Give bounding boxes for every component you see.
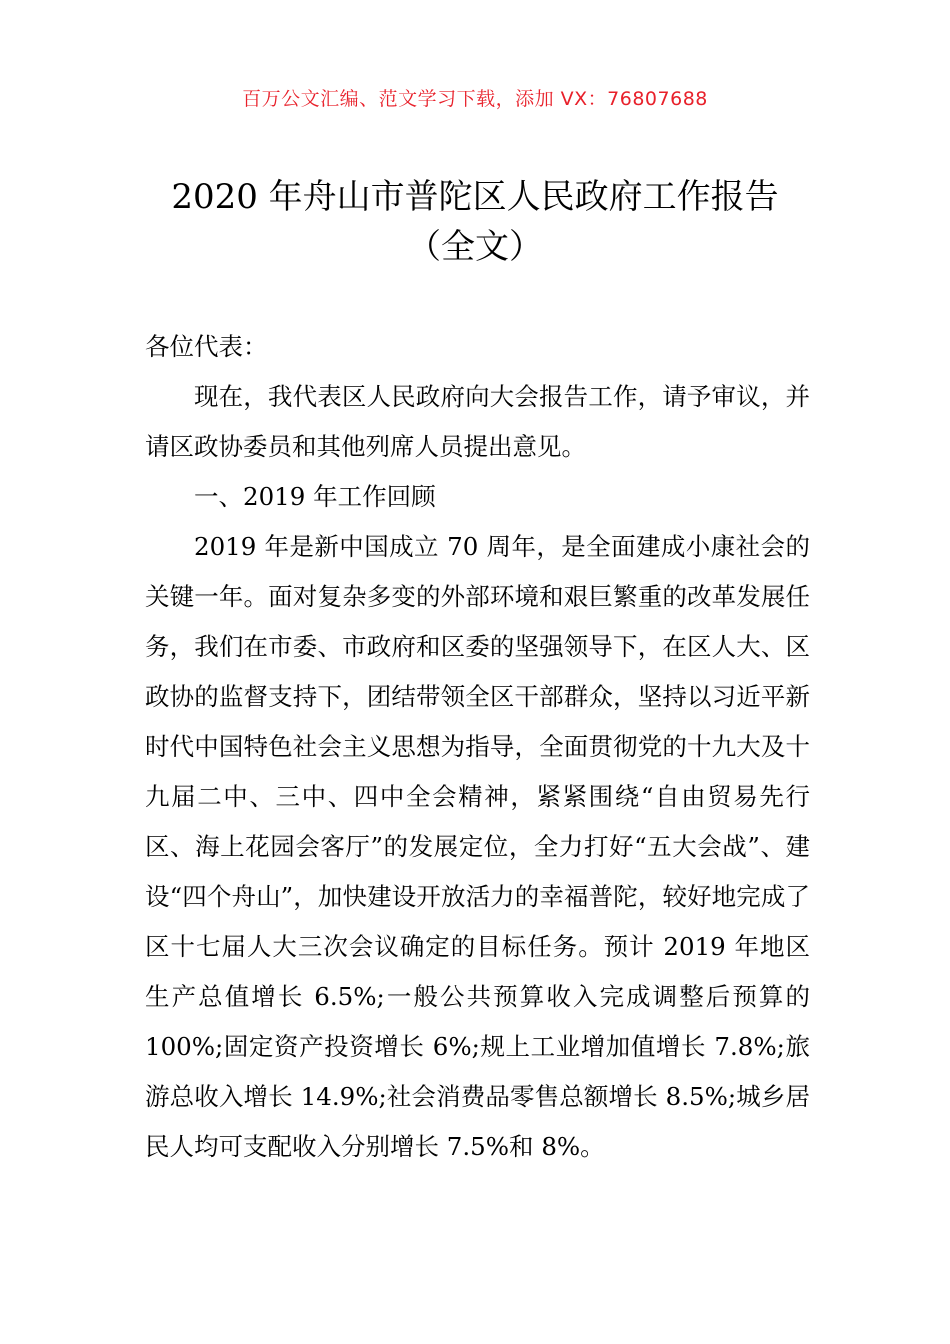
title-line-2: （全文） bbox=[407, 227, 543, 267]
section-heading: 一、2019 年工作回顾 bbox=[194, 482, 436, 511]
review-paragraph: 2019 年是新中国成立 70 周年，是全面建成小康社会的关键一年。面对复杂多变的外部环境和艰巨繁重的改革发展任务，我们在市委、市政府和区委的坚强领导下，在区人大、区政协的监督支持下，团结带领全区干部群众，坚持以习近平新时代中国特色社会主义思想为指导，全面贯彻党的十九大及十九届二中、三中、四中全会精神，紧紧围绕“自由贸易先行区、海上花园会客厅”的发展定位，全力打好“五大会战”、建设“四个舟山”，加快建设开放活力的幸福普陀，较好地完成了区十七届人大三次会议确定的目标任务。预计 2019 年地区生产总值增长 6.5%;一般公共预算收入完成调整后预算的 100%;固定资产投资增长 6%;规上工业增加值增长 7.8%;旅游总收入增长 14.9%;社会消费品零售总额增长 8.5%;城乡居民人均可支配收入分别增长 7.5%和 8%。 bbox=[145, 532, 810, 1161]
document-body bbox=[145, 322, 810, 1172]
title-line-1: 2020 年舟山市普陀区人民政府工作报告 bbox=[171, 177, 779, 217]
salutation: 各位代表： bbox=[145, 332, 268, 361]
intro-paragraph: 现在，我代表区人民政府向大会报告工作，请予审议，并请区政协委员和其他列席人员提出意见。 bbox=[145, 382, 810, 461]
watermark-header: 百万公文汇编、范文学习下载，添加 VX：76807688 bbox=[242, 88, 708, 110]
document-title bbox=[0, 172, 950, 272]
